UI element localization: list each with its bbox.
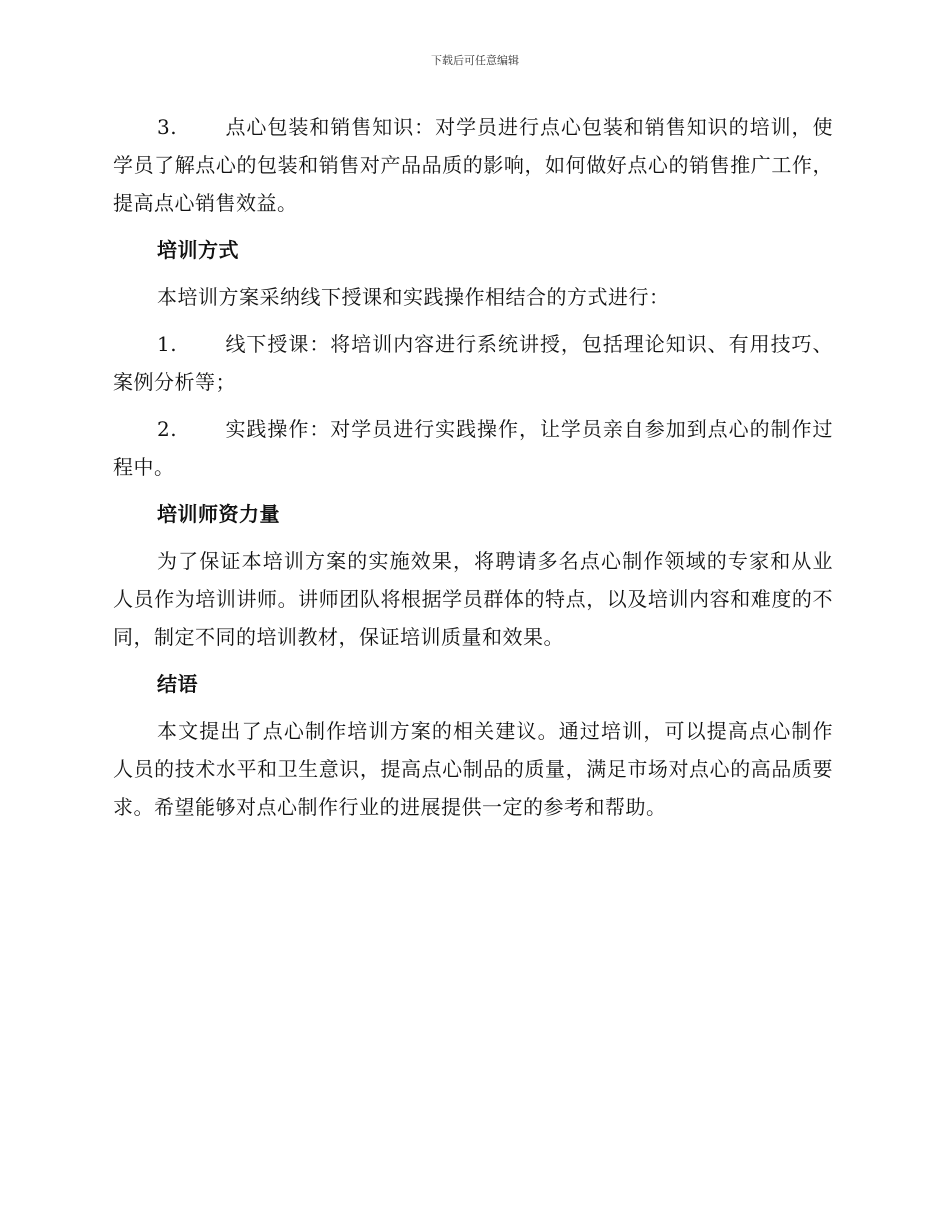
faculty-paragraph: 为了保证本培训方案的实施效果，将聘请多名点心制作领域的专家和从业人员作为培训讲师。讲师团队将根据学员群体的特点，以及培训内容和难度的不同，制定不同的培训教材，保证培训质量和效果。: [113, 549, 833, 649]
section-heading-faculty: 培训师资力量: [157, 502, 280, 526]
list-item-2: [113, 410, 833, 486]
list-number: 2.: [157, 417, 178, 441]
document-body: [113, 108, 833, 835]
list-item-1: [113, 325, 833, 401]
page-header: 下载后可任意编辑: [431, 54, 519, 67]
section-heading-conclusion: 结语: [157, 672, 198, 696]
list-number: 3.: [157, 115, 178, 139]
list-number: 1.: [157, 332, 178, 356]
section-heading-training-method: 培训方式: [157, 238, 239, 262]
list-item-text: 线下授课：将培训内容进行系统讲授，包括理论知识、有用技巧、案例分析等；: [113, 332, 833, 394]
conclusion-paragraph: 本文提出了点心制作培训方案的相关建议。通过培训，可以提高点心制作人员的技术水平和卫生意识，提高点心制品的质量，满足市场对点心的高品质要求。希望能够对点心制作行业的进展提供一定的参考和帮助。: [113, 719, 833, 819]
list-item-3: [113, 108, 833, 222]
list-item-text: 实践操作：对学员进行实践操作，让学员亲自参加到点心的制作过程中。: [113, 417, 833, 479]
list-item-text: 点心包装和销售知识：对学员进行点心包装和销售知识的培训，使学员了解点心的包装和销售对产品品质的影响，如何做好点心的销售推广工作，提高点心销售效益。: [113, 115, 833, 215]
training-method-intro: 本培训方案采纳线下授课和实践操作相结合的方式进行：: [157, 285, 670, 309]
